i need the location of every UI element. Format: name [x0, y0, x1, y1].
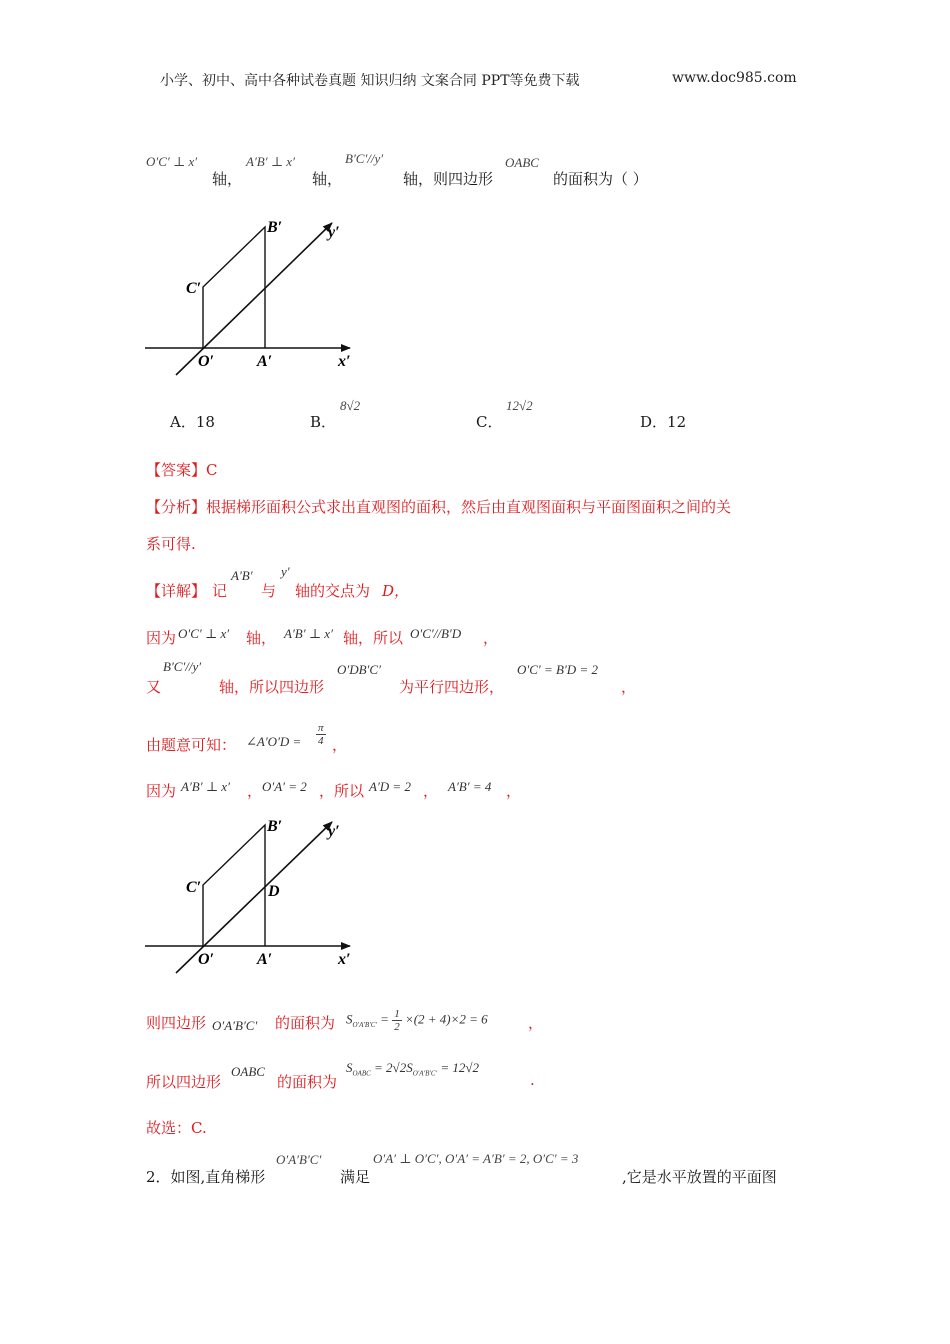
option-d[interactable]: D．12 [640, 413, 687, 431]
q1-formula-2: A′B′ ⊥ x′ [246, 154, 295, 169]
d6-text-c: ， [528, 1014, 544, 1032]
d2-text-d: ， [483, 629, 499, 647]
detail-line-8: 故选：C. [146, 1119, 207, 1137]
d7-formula-1: OABC [231, 1064, 265, 1079]
quadrilateral-outline [203, 227, 265, 348]
d2-formula-3: O′C′//B′D [410, 626, 462, 641]
label-x: x′ [338, 353, 351, 370]
d7-mid: = 2√2S [374, 1060, 413, 1075]
d5-formula-4: A′B′ = 4 [448, 779, 492, 794]
d4-formula-1: ∠A′O′D = [246, 734, 302, 749]
d3-text-a: 又 [146, 678, 162, 696]
d6-eq: = [380, 1011, 389, 1027]
detail-tag: 【详解】 [146, 582, 207, 600]
d1-text-d: D， [382, 582, 410, 600]
q1-text-4: 的面积为（ ） [553, 170, 648, 188]
d6-rest: ×(2 + 4)×2 = 6 [404, 1011, 488, 1027]
d4-text-b: ， [332, 736, 348, 754]
d6-fraction-den: 2 [394, 1021, 400, 1033]
d7-text-b: 的面积为 [277, 1073, 338, 1091]
analysis-line-2: 系可得. [146, 535, 196, 553]
d7-S2-sub: O′A′B′C′ [412, 1069, 438, 1078]
d3-text-b: 轴，所以四边形 [219, 678, 325, 696]
d5-text-e: ， [506, 782, 522, 800]
d5-text-c: ，所以 [319, 782, 365, 800]
d6-text-b: 的面积为 [275, 1014, 336, 1032]
analysis-line-1 [146, 496, 731, 517]
d6-equation [346, 1008, 488, 1033]
option-b[interactable]: B． [310, 413, 337, 431]
q2-text-2: ,它是水平放置的平面图 [622, 1168, 777, 1186]
analysis-tag: 【分析】 [146, 498, 207, 516]
d1-text-b: 与 [261, 582, 277, 600]
label-y: y′ [328, 224, 340, 241]
q1-formula-3: B′C′//y′ [345, 151, 384, 166]
d1-formula-1: A′B′ [231, 568, 253, 583]
d5-text-b: ， [247, 782, 263, 800]
d7-S: S [346, 1060, 353, 1075]
d3-formula-3: O′C′ = B′D = 2 [517, 662, 598, 677]
d1-text-c: 轴的交点为 [295, 582, 371, 600]
d6-fraction-num: 1 [394, 1008, 400, 1020]
label-y: y′ [328, 823, 340, 840]
label-C: C′ [186, 280, 202, 297]
analysis-text-1: 根据梯形面积公式求出直观图的面积，然后由直观图面积与平面图面积之间的关 [206, 498, 732, 516]
option-a[interactable]: A．18 [170, 413, 215, 431]
d6-S-sub: O′A′B′C′ [352, 1021, 377, 1030]
d5-formula-3: A′D = 2 [369, 779, 411, 794]
figure-1 [140, 210, 370, 385]
d3-text-c: 为平行四边形， [399, 678, 505, 696]
answer-line: 【答案】C [146, 461, 218, 479]
label-D: D [268, 883, 280, 900]
d5-text-a: 因为 [146, 782, 177, 800]
d7-text-a: 所以四边形 [146, 1073, 222, 1091]
label-C: C′ [186, 879, 202, 896]
q2-formula-1: O′A′B′C′ [276, 1152, 322, 1167]
d5-text-d: ， [423, 782, 439, 800]
option-c[interactable]: C． [476, 413, 503, 431]
q1-formula-1: O′C′ ⊥ x′ [146, 154, 198, 169]
d2-formula-1: O′C′ ⊥ x′ [178, 626, 230, 641]
d6-text-a: 则四边形 [146, 1014, 207, 1032]
d2-text-c: 轴，所以 [343, 629, 404, 647]
d7-S-sub: OABC [352, 1069, 371, 1078]
d6-formula-1: O′A′B′C′ [212, 1018, 258, 1033]
q2-number: 2．如图,直角梯形 [146, 1168, 266, 1186]
d6-S: S [346, 1011, 353, 1027]
quadrilateral-outline [203, 825, 265, 946]
d4-fraction-num: π [318, 722, 324, 734]
d4-fraction-den: 4 [318, 735, 324, 747]
header-site: www.doc985.com [672, 70, 797, 86]
d3-formula-1: B′C′//y′ [163, 659, 202, 674]
d5-formula-2: O′A′ = 2 [262, 779, 307, 794]
q1-text-1: 轴， [212, 170, 243, 188]
d7-text-c: . [530, 1071, 535, 1089]
d3-formula-2: O′DB′C′ [337, 662, 381, 677]
figure-2 [140, 812, 370, 987]
q1-formula-4: OABC [505, 155, 539, 170]
d1-formula-2: y′ [281, 564, 290, 579]
label-B: B′ [267, 818, 283, 835]
d4-text-a: 由题意可知： [146, 736, 237, 754]
d2-formula-2: A′B′ ⊥ x′ [284, 626, 333, 641]
q1-text-2: 轴， [312, 170, 343, 188]
label-A: A′ [257, 353, 273, 370]
label-O: O′ [198, 951, 215, 968]
label-O: O′ [198, 353, 215, 370]
d2-text-a: 因为 [146, 629, 177, 647]
header-title: 小学、初中、高中各种试卷真题 知识归纳 文案合同 PPT等免费下载 [160, 73, 580, 89]
q2-text-1: 满足 [340, 1168, 371, 1186]
d2-text-b: 轴， [246, 629, 277, 647]
option-c-value: 12√2 [506, 398, 533, 413]
d1-text-a: 记 [212, 582, 228, 600]
d4-fraction [316, 722, 326, 747]
option-b-value: 8√2 [340, 398, 361, 413]
d7-equation [346, 1060, 479, 1078]
label-B: B′ [267, 219, 283, 236]
q2-formula-2: O′A′ ⊥ O′C′, O′A′ = A′B′ = 2, O′C′ = 3 [373, 1151, 579, 1166]
d3-text-d: ， [621, 678, 637, 696]
label-x: x′ [338, 951, 351, 968]
d5-formula-1: A′B′ ⊥ x′ [181, 779, 230, 794]
d7-end: = 12√2 [440, 1060, 480, 1075]
label-A: A′ [257, 951, 273, 968]
q1-text-3: 轴，则四边形 [403, 170, 494, 188]
